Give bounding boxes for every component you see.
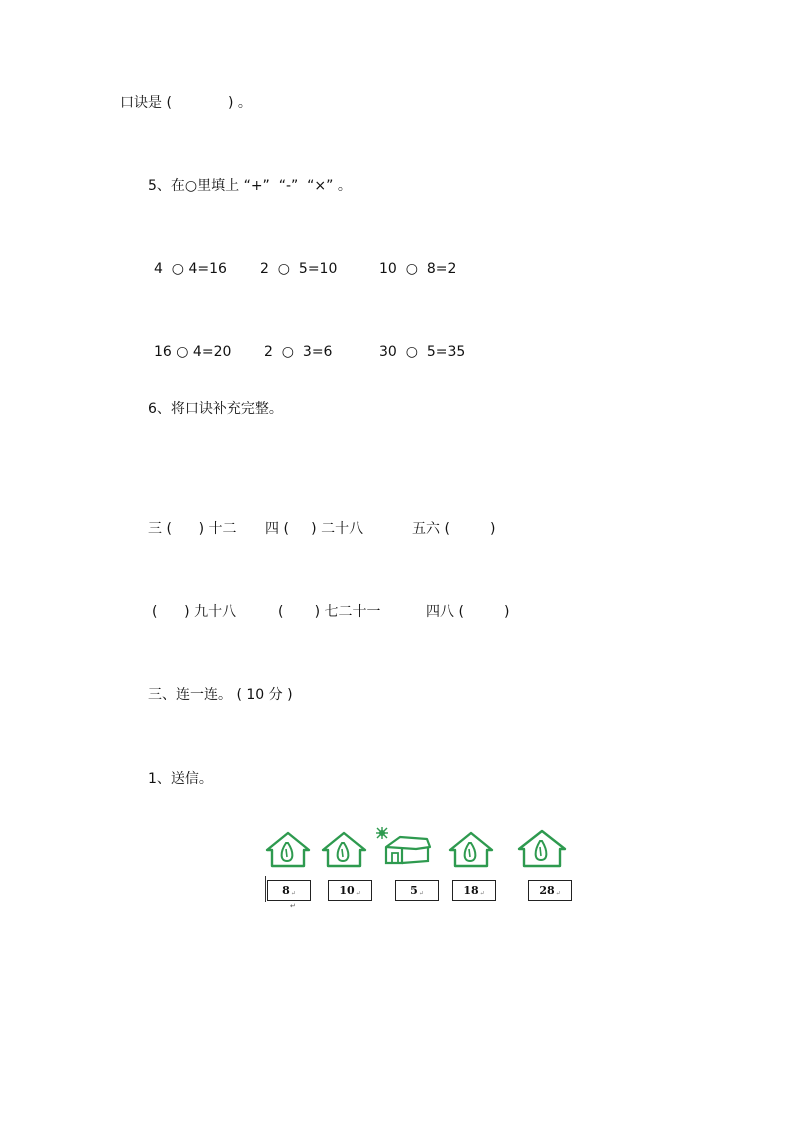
rhyme-answer-suffix: ) 。	[228, 95, 252, 111]
q6-rhyme: ( ) 七二十一	[278, 604, 381, 620]
question-1-title: 1、送信。	[148, 771, 213, 787]
barn-house-icon	[372, 825, 434, 869]
number-box: 28 ↵	[528, 880, 572, 901]
number-box: 5 ↵	[395, 880, 439, 901]
q5-equation: 4 ○ 4=16	[154, 261, 227, 277]
q5-equation: 2 ○ 3=6	[264, 344, 333, 360]
house-icon	[447, 830, 495, 870]
house-icon	[516, 828, 568, 870]
number-box: 8 ↵	[267, 880, 311, 901]
number-box: 18 ↵	[452, 880, 496, 901]
q5-equation: 2 ○ 5=10	[260, 261, 338, 277]
q6-rhyme: 三 ( ) 十二	[148, 521, 237, 537]
q5-equation: 30 ○ 5=35	[379, 344, 466, 360]
number-box: 10 ↵	[328, 880, 372, 901]
q6-rhyme: ( ) 九十八	[152, 604, 237, 620]
q6-rhyme: 四 ( ) 二十八	[265, 521, 364, 537]
q6-rhyme: 五六 ( )	[412, 521, 496, 537]
q6-rhyme: 四八 ( )	[426, 604, 510, 620]
house-icon	[264, 830, 312, 870]
q5-equation: 16 ○ 4=20	[154, 344, 232, 360]
rhyme-answer-prefix: 口诀是 (	[120, 95, 172, 111]
section-3-title: 三、连一连。 ( 10 分 )	[148, 687, 293, 703]
house-icon	[320, 830, 368, 870]
cursor-mark	[265, 876, 266, 902]
question-5-title: 5、在○里填上 “+” “-” “×” 。	[148, 178, 352, 194]
question-6-title: 6、将口诀补充完整。	[148, 401, 283, 417]
q5-equation: 10 ○ 8=2	[379, 261, 457, 277]
return-mark: ↵	[290, 902, 296, 910]
